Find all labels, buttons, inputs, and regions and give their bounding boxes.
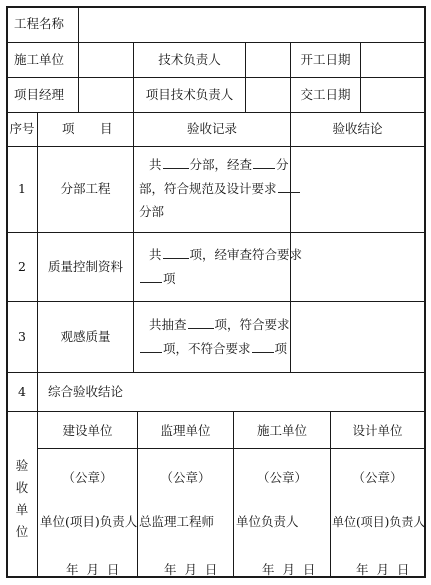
seal-label: （公章） [160, 470, 211, 485]
row-seq: 1 [18, 181, 26, 196]
blank-field[interactable] [253, 156, 275, 169]
col-seq: 序号 [9, 121, 35, 136]
blank-field[interactable] [188, 316, 214, 329]
row-item: 观感质量 [60, 329, 111, 344]
col-item-a: 项 [62, 121, 75, 136]
field-project-tech-lead[interactable] [246, 78, 289, 111]
label-start-date: 开工日期 [300, 52, 351, 67]
date-label: 年 月 日 [262, 562, 316, 577]
blank-field[interactable] [163, 246, 189, 259]
field-construction-unit[interactable] [79, 43, 132, 76]
conclusion-cell[interactable] [291, 302, 424, 372]
date-label: 年 月 日 [356, 562, 410, 577]
field-start-date[interactable] [361, 43, 423, 76]
hline [37, 448, 426, 449]
signer-label: 单位负责人 [236, 514, 299, 529]
row-seq: 2 [18, 259, 26, 274]
record-line: 共抽查 项，符合要求 [149, 317, 290, 332]
blank-field[interactable] [140, 340, 162, 353]
col-item-b: 目 [100, 121, 113, 136]
border-right [424, 6, 426, 578]
conclusion-cell[interactable] [291, 147, 424, 232]
unit-name: 监理单位 [160, 423, 211, 438]
vline [133, 112, 134, 372]
signer-label: 单位(项目)负责人 [332, 515, 426, 529]
row-item: 综合验收结论 [47, 384, 123, 399]
label-completion-date: 交工日期 [300, 87, 351, 102]
label-construction-unit: 施工单位 [14, 52, 65, 67]
hline [6, 411, 426, 412]
label-tech-lead: 技术负责人 [158, 52, 221, 67]
signer-label: 总监理工程师 [139, 514, 215, 529]
seal-label: （公章） [352, 470, 403, 485]
row-seq: 4 [18, 384, 26, 399]
label-project-manager: 项目经理 [14, 87, 65, 102]
col-record: 验收记录 [186, 121, 237, 136]
unit-name: 建设单位 [62, 423, 113, 438]
signer-label: 单位(项目)负责人 [40, 514, 138, 529]
overall-conclusion-field[interactable] [134, 373, 424, 411]
seal-label: （公章） [62, 470, 113, 485]
hline [6, 112, 426, 113]
conclusion-cell[interactable] [291, 233, 424, 301]
unit-name: 设计单位 [352, 423, 403, 438]
record-line: 部，符合规范及设计要求 [139, 180, 301, 197]
record-line: 共 项，经审查符合要求 [149, 247, 303, 262]
record-line: 分部 [139, 204, 165, 219]
date-label: 年 月 日 [164, 562, 218, 577]
row-item: 质量控制资料 [47, 259, 123, 274]
col-conclusion: 验收结论 [332, 121, 383, 136]
field-project-name[interactable] [79, 8, 423, 41]
label-project-tech-lead: 项目技术负责人 [145, 87, 234, 102]
blank-field[interactable] [163, 156, 189, 169]
field-tech-lead[interactable] [246, 43, 289, 76]
blank-field[interactable] [140, 270, 162, 283]
unit-name: 施工单位 [256, 423, 307, 438]
record-line: 项，不符合要求 项 [139, 340, 287, 357]
record-line: 项 [139, 270, 176, 287]
row-seq: 3 [18, 329, 26, 344]
blank-field[interactable] [252, 340, 274, 353]
date-label: 年 月 日 [66, 562, 120, 577]
row-item: 分部工程 [60, 181, 111, 196]
field-project-manager[interactable] [79, 78, 132, 111]
record-line: 共 分部，经查 分 [149, 157, 289, 172]
seal-label: （公章） [256, 470, 307, 485]
label-project-name: 工程名称 [14, 16, 65, 31]
field-completion-date[interactable] [361, 78, 423, 111]
